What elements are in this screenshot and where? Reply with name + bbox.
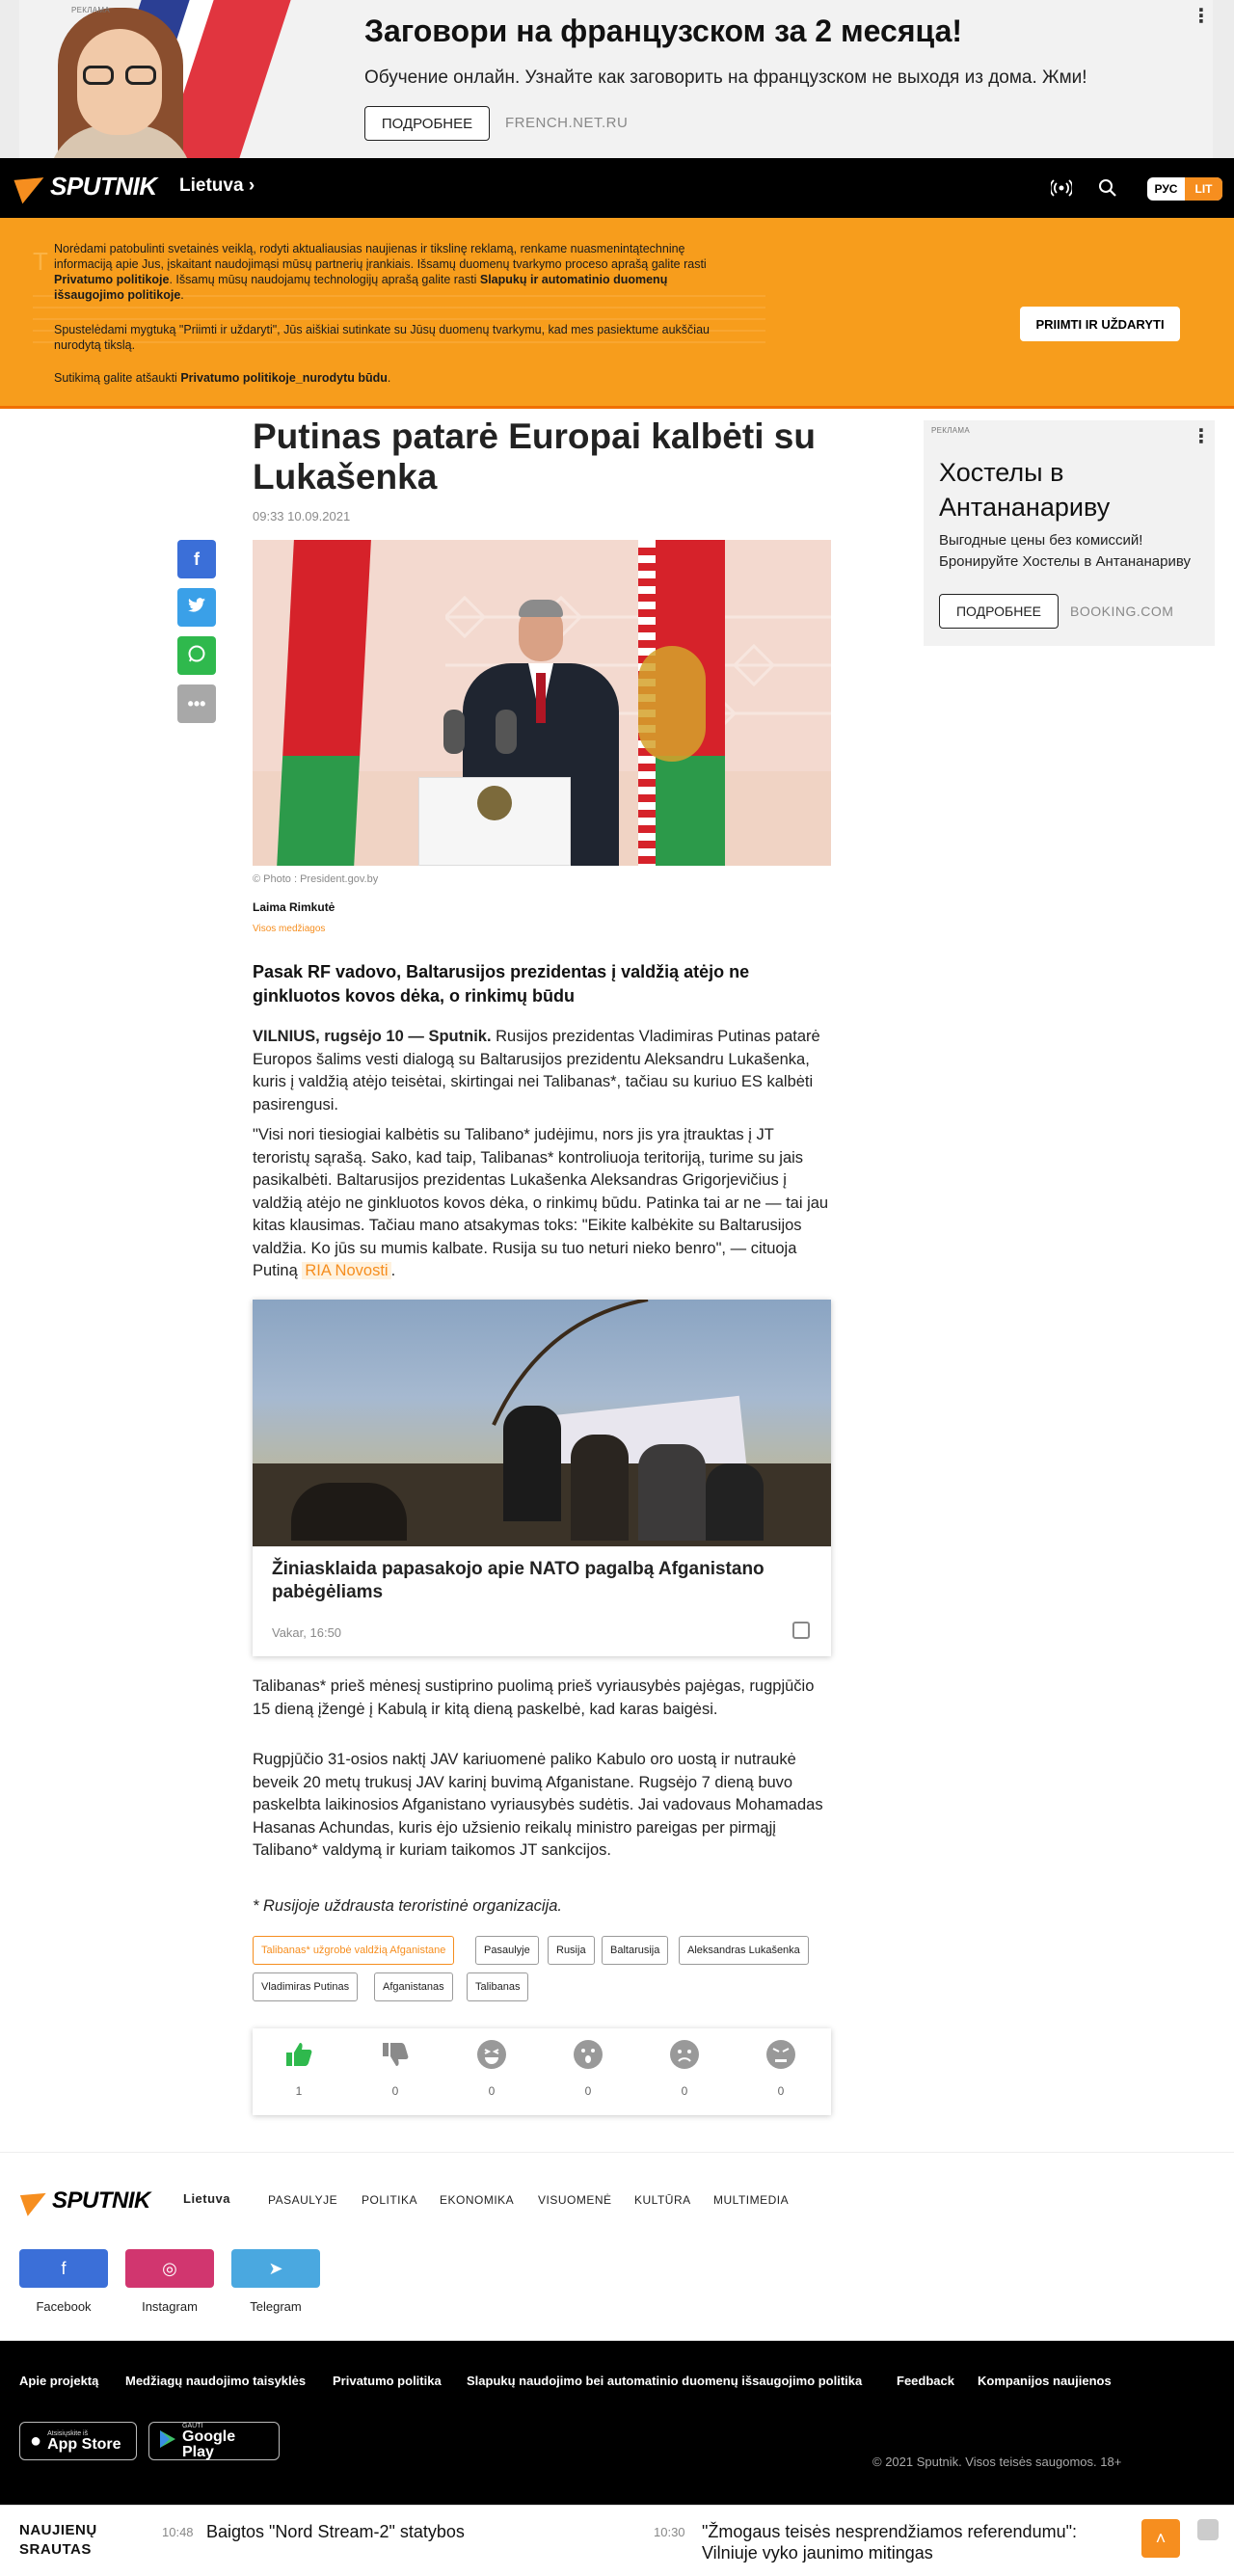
sputnik-logo-icon bbox=[13, 170, 49, 203]
ad-menu-icon[interactable]: ⋮ bbox=[1192, 6, 1211, 27]
footer-nav-item[interactable]: MULTIMEDIA bbox=[713, 2193, 790, 2207]
reaction-sad[interactable]: 0 bbox=[656, 2040, 713, 2098]
tag-link[interactable]: Afganistanas bbox=[374, 1972, 453, 2001]
tag-link[interactable]: Baltarusija bbox=[602, 1936, 668, 1965]
reaction-laugh[interactable]: 0 bbox=[463, 2040, 521, 2098]
reaction-surprise[interactable]: 0 bbox=[559, 2040, 617, 2098]
footer-link[interactable]: Apie projektą bbox=[19, 2374, 99, 2388]
article-paragraph: Rugpjūčio 31-osios naktį JAV kariuomenė paliko Kabulo oro uostą ir nutraukė beveik 20 metų trukusį JAV karinį buvimą Afganistane. Rugsėjo 7 dieną buvo paskelbta laikinosios Afganistano vyriausybės sudėtis. Jai vadovaus Mohamadas Hasanas Achundas, kuris ėjo užsienio reikalų ministro pareigas per pirmąjį Talibano* valdymą ir kuriam taikomos JT sankcijos. bbox=[253, 1751, 823, 1859]
footer-link[interactable]: Feedback bbox=[897, 2374, 954, 2388]
related-article-image bbox=[253, 1300, 831, 1546]
tag-link[interactable]: Aleksandras Lukašenka bbox=[679, 1936, 809, 1965]
reaction-like[interactable]: 1 bbox=[270, 2040, 328, 2098]
more-icon: ••• bbox=[187, 693, 206, 713]
chevron-up-icon[interactable]: ˄ bbox=[1141, 2519, 1180, 2558]
sputnik-logo-icon bbox=[20, 2187, 51, 2216]
surprise-face-icon bbox=[574, 2040, 603, 2069]
sputnik-logo[interactable]: SPUTNIK bbox=[17, 172, 157, 201]
instagram-icon: ◎ bbox=[162, 2258, 177, 2278]
footer-navigation bbox=[0, 2152, 1234, 2341]
telegram-icon: ➤ bbox=[268, 2258, 283, 2278]
telegram-button[interactable] bbox=[231, 2249, 320, 2288]
ticker-label: NAUJIENŲ SRAUTAS bbox=[19, 2522, 97, 2558]
reaction-angry[interactable]: 0 bbox=[752, 2040, 810, 2098]
side-ad-title[interactable]: Хостелы в Антананариву bbox=[939, 458, 1111, 522]
author-all-materials-link[interactable]: Visos medžiagos bbox=[253, 924, 326, 934]
footer-link[interactable]: Medžiagų naudojimo taisyklės bbox=[125, 2374, 307, 2388]
reactions-panel bbox=[253, 2028, 831, 2115]
side-ad-details-button[interactable]: ПОДРОБНЕЕ bbox=[939, 594, 1059, 629]
tag-link[interactable]: Pasaulyje bbox=[475, 1936, 539, 1965]
ticker-time: 10:48 bbox=[162, 2525, 194, 2539]
cookie-text-revoke: Sutikimą galite atšaukti Privatumo politikoje_nurodytu būdu. bbox=[54, 371, 391, 385]
facebook-icon: f bbox=[194, 549, 200, 569]
tag-link[interactable]: Vladimiras Putinas bbox=[253, 1972, 358, 2001]
google-play-icon bbox=[159, 2429, 176, 2454]
facebook-icon: f bbox=[61, 2258, 67, 2278]
ad-label: РЕКЛАМА bbox=[931, 426, 971, 435]
lang-rus[interactable]: РУС bbox=[1154, 182, 1178, 196]
footer-sputnik-logo[interactable]: SPUTNIK bbox=[23, 2187, 150, 2214]
tag-link[interactable]: Talibanas* užgrobė valdžią Afganistane bbox=[253, 1936, 454, 1965]
share-facebook-button[interactable] bbox=[177, 540, 216, 578]
cookie-policy-link[interactable]: Slapukų ir automatinio duomenų išsaugojimo politikoje bbox=[54, 273, 668, 302]
ticker-time: 10:30 bbox=[654, 2525, 685, 2539]
ad-details-button[interactable]: ПОДРОБНЕЕ bbox=[364, 106, 490, 141]
search-icon[interactable] bbox=[1097, 177, 1118, 199]
ad-title[interactable]: Заговори на французском за 2 месяца! bbox=[364, 13, 963, 48]
twitter-icon bbox=[188, 598, 205, 618]
ad-image bbox=[19, 0, 347, 158]
instagram-button[interactable] bbox=[125, 2249, 214, 2288]
ad-text: Обучение онлайн. Узнайте как заговорить на французском не выходя из дома. Жми! bbox=[364, 67, 1087, 88]
ticker-item[interactable]: "Žmogaus teisės nesprendžiamos referendumu": Vilniuje vyko jaunimo mitingas bbox=[702, 2522, 1077, 2563]
whatsapp-icon bbox=[187, 644, 206, 668]
app-store-button[interactable]: ● Atsisiųskite iš App Store bbox=[19, 2422, 137, 2460]
lang-lit[interactable]: LIT bbox=[1185, 177, 1222, 201]
reaction-dislike[interactable]: 0 bbox=[366, 2040, 424, 2098]
side-ad-text: Выгодные цены без комиссий! Бронируйте Хостелы в Антананариву bbox=[939, 532, 1191, 570]
share-whatsapp-button[interactable] bbox=[177, 636, 216, 675]
related-article-time: Vakar, 16:50 bbox=[272, 1625, 342, 1640]
ad-menu-icon[interactable]: ⋮ bbox=[1192, 426, 1211, 447]
footer-nav-item[interactable]: EKONOMIKA bbox=[440, 2193, 515, 2207]
laugh-face-icon bbox=[477, 2040, 506, 2069]
news-ticker bbox=[0, 2505, 1234, 2576]
close-icon[interactable] bbox=[1197, 2519, 1219, 2540]
article-title: Putinas patarė Europai kalbėti su Lukašenka bbox=[253, 416, 816, 496]
angry-face-icon bbox=[766, 2040, 795, 2069]
edition-selector[interactable]: Lietuva › bbox=[179, 175, 255, 196]
site-header bbox=[0, 158, 1234, 218]
facebook-button[interactable] bbox=[19, 2249, 108, 2288]
accept-close-button[interactable]: PRIIMTI IR UŽDARYTI bbox=[1020, 307, 1180, 341]
external-link-icon[interactable] bbox=[792, 1622, 810, 1639]
thumbs-down-icon bbox=[381, 2040, 410, 2069]
ad-label: РЕКЛАМА bbox=[71, 6, 111, 14]
telegram-label: Telegram bbox=[250, 2299, 302, 2314]
privacy-policy-link-2[interactable]: Privatumo politikoje_nurodytu būdu bbox=[180, 371, 388, 385]
article-paragraph: "Visi nori tiesiogiai kalbėtis su Talibano* judėjimu, nors jis yra įtrauktas į JT teroristų sąrašą. Sako, kad taip, Talibanas* kontroliuoja teritoriją, turime su jais pasikalbėti. Baltarusijos prezidentas Lukašenka Aleksandras Grigorjevičius į valdžią atėjo ne ginkluotos kovos dėka, o rinkimų būdu. Patinka tai ar ne — tai jau kitas klausimas. Tačiau mano atsakymas toks: "Eikite kalbėkite su Baltarusijos valdžia. Ko jūs su mumis kalbate. Rusija su tuo neturi nieko benro", — cituoja Putiną RIA Novosti . bbox=[253, 1126, 829, 1279]
article-note: * Rusijoje uždrausta teroristinė organizacija. bbox=[253, 1897, 562, 1915]
footer-link[interactable]: Kompanijos naujienos bbox=[978, 2374, 1112, 2388]
tag-link[interactable]: Rusija bbox=[548, 1936, 595, 1965]
footer-edition[interactable]: Lietuva bbox=[183, 2191, 231, 2206]
cookie-consent-banner: T Norėdami patobulinti svetainės veiklą, rodyti aktualiausias naujienas ir tikslinę reklamą, renkame nuasmenintątechninę informaciją apie Jus, įskaitant naudojimąsi mūsų partnerių įrankiais. Išsamų duomenų tvarkymo proceso aprašą galite rasti Privatumo politikoje. Išsamų mūsų naudojamų technologijų aprašą galite rasti Slapukų ir automatinio duomenų išsaugojimo politikoje. Spustelėdami mygtuką "Priimti ir uždaryti", Jūs aiškiai sutinkate su Jūsų duomenų tvarkymu, kad mes pasiektume aukščiau nurodytą tikslą. Sutikimą galite atšaukti Privatumo politikoje_nurodytu būdu. PRIIMTI IR UŽDARYTI bbox=[0, 218, 1234, 409]
language-switcher[interactable] bbox=[1147, 177, 1222, 201]
ad-domain: FRENCH.NET.RU bbox=[505, 115, 629, 131]
top-banner-ad[interactable] bbox=[0, 0, 1234, 158]
related-article-title[interactable]: Žiniasklaida papasakojo apie NATO pagalbą Afganistano pabėgėliams bbox=[272, 1559, 765, 1602]
privacy-policy-link[interactable]: Privatumo politikoje bbox=[54, 273, 170, 286]
footer-nav-item[interactable]: PASAULYJE bbox=[268, 2193, 338, 2207]
article-date: 09:33 10.09.2021 bbox=[253, 509, 351, 523]
cookie-text-consent: Spustelėdami mygtuką "Priimti ir uždaryti", Jūs aiškiai sutinkate su Jūsų duomenų tvarkymu, kad mes pasiektume aukščiau nurodytą tikslą. bbox=[54, 323, 710, 352]
cookie-text-main: Norėdami patobulinti svetainės veiklą, rodyti aktualiausias naujienas ir tikslinę reklamą, renkame nuasmenintątechninę informaciją apie Jus, įskaitant naudojimąsi mūsų partnerių įrankiais. Išsamų duomenų tvarkymo proceso aprašą galite rasti Privatumo politikoje. Išsamų mūsų naudojamų technologijų aprašą galite rasti Slapukų ir automatinio duomenų išsaugojimo politikoje. bbox=[54, 242, 707, 302]
article-lead: Pasak RF vadovo, Baltarusijos prezidentas į valdžią atėjo ne ginkluotos kovos dėka, o rinkimų būdu bbox=[253, 962, 750, 1006]
copyright: © 2021 Sputnik. Visos teisės saugomos. 18+ bbox=[872, 2455, 1122, 2469]
footer-link[interactable]: Privatumo politika bbox=[333, 2374, 442, 2388]
article-hero-image bbox=[253, 540, 831, 866]
article-paragraph: VILNIUS, rugsėjo 10 — Sputnik. Rusijos prezidentas Vladimiras Putinas patarė Europos šalims vesti dialogą su Baltarusijos prezidentu Aleksandru Lukašenka, kuris į valdžią atėjo teisėtai, skirtingai nei Talibanas*, tačiau su kuriuo ES kalbėti pasirengusi. bbox=[253, 1028, 820, 1114]
footer-nav-item[interactable]: VISUOMENĖ bbox=[538, 2193, 612, 2207]
footer-nav-item[interactable]: KULTŪRA bbox=[634, 2193, 691, 2207]
share-twitter-button[interactable] bbox=[177, 588, 216, 627]
ticker-item[interactable]: Baigtos "Nord Stream-2" statybos bbox=[206, 2522, 465, 2541]
thumbs-up-icon bbox=[284, 2040, 313, 2069]
author-name[interactable]: Laima Rimkutė bbox=[253, 900, 335, 914]
tag-link[interactable]: Talibanas bbox=[467, 1972, 528, 2001]
google-play-button[interactable]: GAUTI Google Play bbox=[148, 2422, 280, 2460]
instagram-label: Instagram bbox=[142, 2299, 198, 2314]
related-article-card[interactable] bbox=[253, 1300, 831, 1656]
photo-caption: © Photo : President.gov.by bbox=[253, 873, 379, 885]
sad-face-icon bbox=[670, 2040, 699, 2069]
footer-link[interactable]: Slapukų naudojimo bei automatinio duomenų išsaugojimo politika bbox=[467, 2374, 863, 2388]
facebook-label: Facebook bbox=[36, 2299, 92, 2314]
apple-icon: ● bbox=[30, 2429, 42, 2452]
footer-nav-item[interactable]: POLITIKA bbox=[362, 2193, 418, 2207]
sidebar-ad[interactable] bbox=[924, 420, 1215, 646]
side-ad-domain: BOOKING.COM bbox=[1070, 604, 1174, 619]
article-paragraph: Talibanas* prieš mėnesį sustiprino puolimą prieš vyriausybės pajėgas, rugpjūčio 15 dieną įžengė į Kabulą ir kitą dieną paskelbė, kad karas baigėsi. bbox=[253, 1677, 815, 1718]
radio-icon[interactable] bbox=[1051, 177, 1072, 199]
ria-novosti-link[interactable]: RIA Novosti bbox=[302, 1262, 390, 1279]
share-more-button[interactable] bbox=[177, 684, 216, 723]
site-footer bbox=[0, 2341, 1234, 2505]
